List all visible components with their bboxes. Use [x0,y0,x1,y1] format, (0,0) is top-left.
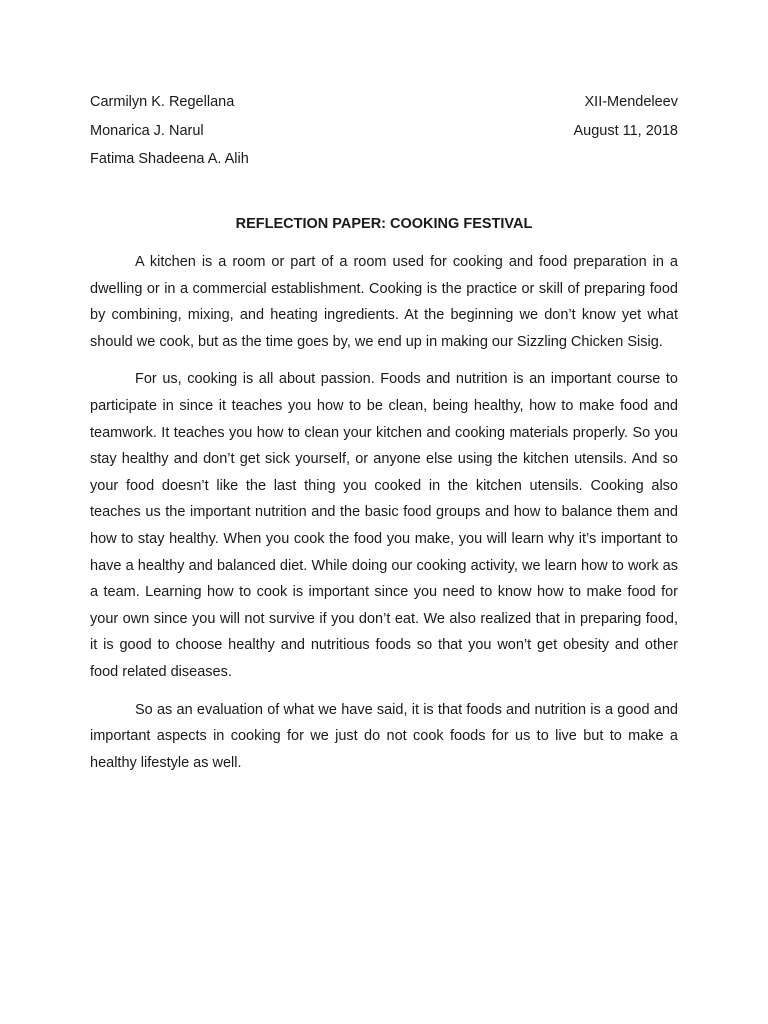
section-name: XII-Mendeleev [584,94,678,110]
author-name-1: Carmilyn K. Regellana [90,94,235,110]
paragraph-3: So as an evaluation of what we have said, it is that foods and nutrition is a good and important aspects in cooking for we just do not cook foods for us to live but to make a healthy lifestyle as well. [90,701,678,771]
header-row-1 [90,93,678,111]
author-name-3: Fatima Shadeena A. Alih [90,151,249,167]
author-name-2: Monarica J. Narul [90,123,204,139]
document-title: REFLECTION PAPER: COOKING FESTIVAL [235,216,533,232]
header-row-2 [90,122,678,140]
paragraph-2: For us, cooking is all about passion. Foods and nutrition is an important course to participate in since it teaches you how to be clean, being healthy, how to make food and teamwork. It teaches you how to clean your kitchen and cooking materials properly. So you stay healthy and don’t get sick yourself, or anyone else using the kitchen utensils. And so your food doesn’t like the last thing you cooked in the kitchen utensils. Cooking also teaches us the important nutrition and the basic food groups and how to balance them and how to stay healthy. When you cook the food you make, you will learn why it’s important to have a healthy and balanced diet. While doing our cooking activity, we learn how to work as a team. Learning how to cook is important since you need to know how to make food for your own since you will not survive if you don’t eat. We also realized that in preparing food, it is good to choose healthy and nutritious foods so that you won’t get obesity and other food related diseases. [90,371,678,680]
paragraph-1: A kitchen is a room or part of a room used for cooking and food preparation in a dwelling or in a commercial establishment. Cooking is the practice or skill of preparing food by combining, mixing, and heating ingredients. At the beginning we don’t know yet what should we cook, but as the time goes by, we end up in making our Sizzling Chicken Sisig. [90,254,678,350]
document-body [90,249,678,787]
header-row-3 [90,150,678,168]
document-date: August 11, 2018 [573,123,678,139]
